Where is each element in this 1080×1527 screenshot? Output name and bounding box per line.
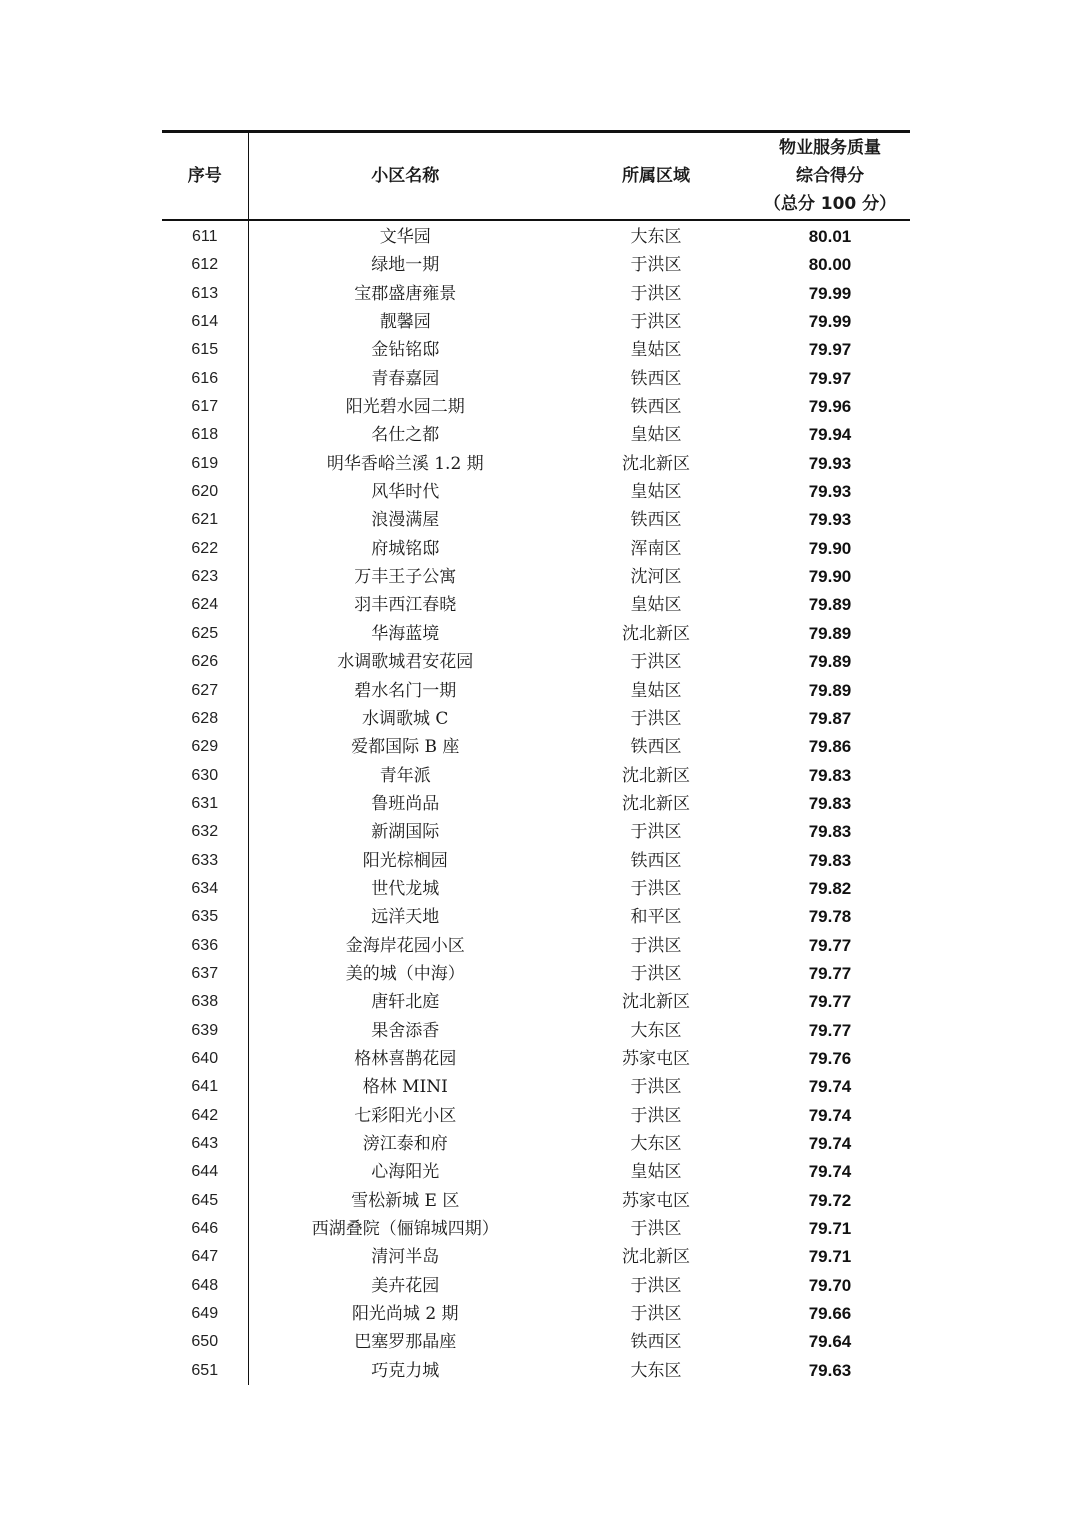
header-row xyxy=(162,132,910,221)
cell-district: 于洪区 xyxy=(630,283,682,304)
cell-serial-number: 648 xyxy=(162,1272,248,1300)
cell-serial-number: 620 xyxy=(162,478,248,506)
table-header xyxy=(162,132,910,221)
ranking-table-container xyxy=(162,130,910,1385)
cell-serial-number: 631 xyxy=(162,790,248,818)
cell-district: 苏家屯区 xyxy=(622,1048,690,1069)
cell-community-name: 阳光棕榈园 xyxy=(362,850,448,871)
cell-community-name: 碧水名门一期 xyxy=(354,680,457,701)
cell-serial-number: 650 xyxy=(162,1328,248,1356)
cell-district: 皇姑区 xyxy=(630,482,682,503)
table-row xyxy=(162,1102,910,1130)
cell-community-name: 阳光尚城 2 期 xyxy=(351,1304,459,1325)
cell-district: 沈北新区 xyxy=(622,1247,690,1268)
cell-score: 79.90 xyxy=(808,567,852,587)
table-row xyxy=(162,1187,910,1215)
cell-serial-number: 647 xyxy=(162,1243,248,1271)
cell-district: 于洪区 xyxy=(630,652,682,673)
cell-score: 79.82 xyxy=(808,878,852,898)
cell-serial-number: 623 xyxy=(162,563,248,591)
table-row xyxy=(162,1243,910,1271)
table-row xyxy=(162,1272,910,1300)
table-row xyxy=(162,648,910,676)
table-row xyxy=(162,1017,910,1045)
cell-district: 铁西区 xyxy=(630,510,682,531)
table-row xyxy=(162,733,910,761)
cell-score: 79.63 xyxy=(808,1360,852,1380)
cell-score: 80.01 xyxy=(808,227,852,246)
cell-community-name: 唐轩北庭 xyxy=(371,992,440,1013)
cell-community-name: 世代龙城 xyxy=(371,878,440,899)
cell-district: 铁西区 xyxy=(630,368,682,389)
cell-serial-number: 625 xyxy=(162,620,248,648)
header-community-name: 小区名称 xyxy=(248,132,562,221)
cell-score: 79.77 xyxy=(808,935,852,955)
cell-district: 于洪区 xyxy=(630,878,682,899)
cell-community-name: 水调歌城君安花园 xyxy=(337,652,474,673)
cell-serial-number: 649 xyxy=(162,1300,248,1328)
cell-serial-number: 634 xyxy=(162,875,248,903)
table-row xyxy=(162,1328,910,1356)
cell-score: 79.83 xyxy=(808,765,852,785)
cell-score: 79.64 xyxy=(808,1332,852,1352)
cell-score: 79.93 xyxy=(808,482,852,502)
cell-score: 79.74 xyxy=(808,1077,852,1097)
table-row xyxy=(162,790,910,818)
cell-serial-number: 611 xyxy=(162,220,248,251)
cell-district: 沈北新区 xyxy=(622,623,690,644)
cell-serial-number: 622 xyxy=(162,535,248,563)
cell-district: 于洪区 xyxy=(630,708,682,729)
table-row xyxy=(162,875,910,903)
cell-community-name: 文华园 xyxy=(379,227,431,247)
cell-district: 铁西区 xyxy=(630,397,682,418)
cell-district: 于洪区 xyxy=(630,255,682,276)
cell-serial-number: 629 xyxy=(162,733,248,761)
table-row xyxy=(162,988,910,1016)
cell-serial-number: 615 xyxy=(162,336,248,364)
cell-district: 苏家屯区 xyxy=(622,1190,690,1211)
property-service-ranking-table xyxy=(162,130,910,1385)
cell-district: 于洪区 xyxy=(630,935,682,956)
table-row xyxy=(162,591,910,619)
cell-community-name: 金海岸花园小区 xyxy=(345,935,465,956)
cell-score: 79.76 xyxy=(808,1048,852,1068)
cell-district: 沈北新区 xyxy=(622,765,690,786)
table-row xyxy=(162,220,910,251)
cell-score: 79.74 xyxy=(808,1105,852,1125)
cell-community-name: 万丰王子公寓 xyxy=(354,567,457,588)
cell-serial-number: 613 xyxy=(162,280,248,308)
table-row xyxy=(162,677,910,705)
cell-score: 79.99 xyxy=(808,312,852,332)
cell-score: 79.72 xyxy=(808,1190,852,1210)
cell-serial-number: 621 xyxy=(162,506,248,534)
cell-community-name: 明华香峪兰溪 1.2 期 xyxy=(326,453,484,474)
cell-district: 沈北新区 xyxy=(622,992,690,1013)
cell-serial-number: 637 xyxy=(162,960,248,988)
table-row xyxy=(162,1073,910,1101)
cell-score: 79.71 xyxy=(808,1219,852,1239)
table-body xyxy=(162,220,910,1385)
cell-serial-number: 628 xyxy=(162,705,248,733)
cell-district: 皇姑区 xyxy=(630,340,682,361)
cell-community-name: 巧克力城 xyxy=(371,1360,440,1381)
table-row xyxy=(162,1045,910,1073)
cell-serial-number: 616 xyxy=(162,365,248,393)
cell-community-name: 西湖叠院（俪锦城四期） xyxy=(311,1219,499,1240)
cell-district: 于洪区 xyxy=(630,312,682,333)
cell-community-name: 新湖国际 xyxy=(371,822,440,843)
table-row xyxy=(162,932,910,960)
cell-district: 和平区 xyxy=(630,907,682,928)
header-score-line-2: 综合得分 xyxy=(796,166,864,186)
cell-community-name: 华海蓝境 xyxy=(371,623,440,644)
cell-community-name: 青春嘉园 xyxy=(371,368,440,389)
table-row xyxy=(162,762,910,790)
cell-serial-number: 644 xyxy=(162,1158,248,1186)
cell-score: 79.83 xyxy=(808,822,852,842)
cell-community-name: 果舍添香 xyxy=(371,1020,440,1041)
cell-community-name: 名仕之都 xyxy=(371,425,440,446)
cell-score: 79.93 xyxy=(808,453,852,473)
header-serial-number: 序号 xyxy=(162,132,248,221)
cell-community-name: 爱都国际 B 座 xyxy=(351,737,460,758)
cell-serial-number: 635 xyxy=(162,903,248,931)
cell-district: 于洪区 xyxy=(630,1304,682,1325)
table-row xyxy=(162,903,910,931)
table-row xyxy=(162,1300,910,1328)
cell-serial-number: 651 xyxy=(162,1357,248,1385)
cell-community-name: 清河半岛 xyxy=(371,1247,440,1268)
cell-community-name: 风华时代 xyxy=(371,482,440,503)
cell-district: 于洪区 xyxy=(630,1275,682,1296)
cell-score: 79.89 xyxy=(808,595,852,615)
cell-district: 皇姑区 xyxy=(630,425,682,446)
cell-community-name: 绿地一期 xyxy=(371,255,440,276)
cell-serial-number: 612 xyxy=(162,251,248,279)
table-row xyxy=(162,847,910,875)
cell-community-name: 府城铭邸 xyxy=(371,538,440,559)
table-row xyxy=(162,365,910,393)
cell-score: 79.87 xyxy=(808,708,852,728)
cell-community-name: 青年派 xyxy=(379,765,431,786)
table-row xyxy=(162,336,910,364)
header-score-line-1: 物业服务质量 xyxy=(779,138,881,158)
cell-district: 大东区 xyxy=(630,1360,682,1381)
cell-district: 大东区 xyxy=(630,227,682,247)
table-row xyxy=(162,620,910,648)
cell-district: 皇姑区 xyxy=(630,1162,682,1183)
cell-serial-number: 642 xyxy=(162,1102,248,1130)
cell-district: 沈河区 xyxy=(630,567,682,588)
cell-serial-number: 646 xyxy=(162,1215,248,1243)
cell-community-name: 鲁班尚品 xyxy=(371,793,440,814)
cell-community-name: 格林 MINI xyxy=(362,1077,448,1098)
cell-community-name: 阳光碧水园二期 xyxy=(345,397,465,418)
table-row xyxy=(162,705,910,733)
cell-community-name: 巴塞罗那晶座 xyxy=(354,1332,457,1353)
cell-community-name: 雪松新城 E 区 xyxy=(351,1190,460,1211)
cell-score: 79.70 xyxy=(808,1275,852,1295)
table-row xyxy=(162,421,910,449)
table-row xyxy=(162,450,910,478)
header-score xyxy=(750,132,910,221)
cell-community-name: 羽丰西江春晓 xyxy=(354,595,457,616)
cell-score: 79.77 xyxy=(808,992,852,1012)
table-row xyxy=(162,535,910,563)
cell-district: 皇姑区 xyxy=(630,595,682,616)
cell-serial-number: 641 xyxy=(162,1073,248,1101)
cell-serial-number: 626 xyxy=(162,648,248,676)
cell-score: 79.94 xyxy=(808,425,852,445)
table-row xyxy=(162,960,910,988)
cell-serial-number: 643 xyxy=(162,1130,248,1158)
table-row xyxy=(162,1215,910,1243)
table-row xyxy=(162,1357,910,1385)
cell-district: 于洪区 xyxy=(630,1077,682,1098)
table-row xyxy=(162,1158,910,1186)
cell-community-name: 宝郡盛唐雍景 xyxy=(354,283,457,304)
cell-district: 皇姑区 xyxy=(630,680,682,701)
cell-serial-number: 618 xyxy=(162,421,248,449)
cell-score: 79.93 xyxy=(808,510,852,530)
cell-score: 79.99 xyxy=(808,283,852,303)
cell-serial-number: 638 xyxy=(162,988,248,1016)
cell-district: 大东区 xyxy=(630,1020,682,1041)
cell-score: 79.89 xyxy=(808,652,852,672)
cell-score: 79.90 xyxy=(808,538,852,558)
cell-community-name: 滂江泰和府 xyxy=(362,1134,448,1154)
cell-district: 铁西区 xyxy=(630,737,682,758)
cell-serial-number: 640 xyxy=(162,1045,248,1073)
cell-serial-number: 627 xyxy=(162,677,248,705)
table-row xyxy=(162,280,910,308)
cell-district: 于洪区 xyxy=(630,822,682,843)
cell-district: 于洪区 xyxy=(630,1219,682,1240)
cell-serial-number: 630 xyxy=(162,762,248,790)
cell-serial-number: 632 xyxy=(162,818,248,846)
cell-district: 铁西区 xyxy=(630,850,682,871)
cell-community-name: 美卉花园 xyxy=(371,1275,440,1296)
cell-score: 79.71 xyxy=(808,1247,852,1267)
cell-community-name: 远洋天地 xyxy=(371,907,440,928)
cell-district: 浑南区 xyxy=(630,538,682,559)
table-row xyxy=(162,1130,910,1158)
cell-community-name: 格林喜鹊花园 xyxy=(354,1048,457,1069)
cell-score: 79.66 xyxy=(808,1304,852,1324)
cell-serial-number: 617 xyxy=(162,393,248,421)
table-row xyxy=(162,393,910,421)
cell-community-name: 金钻铭邸 xyxy=(371,340,440,361)
cell-district: 铁西区 xyxy=(630,1332,682,1353)
table-row xyxy=(162,563,910,591)
cell-serial-number: 619 xyxy=(162,450,248,478)
cell-community-name: 美的城（中海） xyxy=(345,963,465,984)
cell-serial-number: 636 xyxy=(162,932,248,960)
cell-serial-number: 614 xyxy=(162,308,248,336)
cell-score: 80.00 xyxy=(808,255,852,275)
cell-serial-number: 645 xyxy=(162,1187,248,1215)
table-row xyxy=(162,251,910,279)
cell-district: 于洪区 xyxy=(630,1105,682,1126)
header-score-line-3: （总分 100 分） xyxy=(763,194,897,214)
table-row xyxy=(162,478,910,506)
cell-score: 79.74 xyxy=(808,1162,852,1182)
cell-score: 79.83 xyxy=(808,793,852,813)
cell-score: 79.97 xyxy=(808,340,852,360)
table-row xyxy=(162,506,910,534)
cell-community-name: 心海阳光 xyxy=(371,1162,440,1183)
cell-score: 79.86 xyxy=(808,737,852,757)
cell-score: 79.89 xyxy=(808,623,852,643)
cell-community-name: 七彩阳光小区 xyxy=(354,1105,457,1126)
table-row xyxy=(162,818,910,846)
cell-score: 79.78 xyxy=(808,907,852,927)
table-row xyxy=(162,308,910,336)
cell-district: 沈北新区 xyxy=(622,453,690,474)
cell-score: 79.77 xyxy=(808,963,852,983)
header-district: 所属区域 xyxy=(562,132,750,221)
cell-score: 79.96 xyxy=(808,397,852,417)
cell-serial-number: 633 xyxy=(162,847,248,875)
cell-community-name: 水调歌城 C xyxy=(362,708,449,729)
cell-serial-number: 639 xyxy=(162,1017,248,1045)
cell-district: 大东区 xyxy=(630,1134,682,1154)
cell-district: 于洪区 xyxy=(630,963,682,984)
cell-score: 79.89 xyxy=(808,680,852,700)
cell-score: 79.74 xyxy=(808,1134,852,1153)
cell-score: 79.83 xyxy=(808,850,852,870)
cell-district: 沈北新区 xyxy=(622,793,690,814)
cell-serial-number: 624 xyxy=(162,591,248,619)
cell-community-name: 浪漫满屋 xyxy=(371,510,440,531)
cell-score: 79.77 xyxy=(808,1020,852,1040)
cell-community-name: 靓馨园 xyxy=(379,312,431,333)
cell-score: 79.97 xyxy=(808,368,852,388)
